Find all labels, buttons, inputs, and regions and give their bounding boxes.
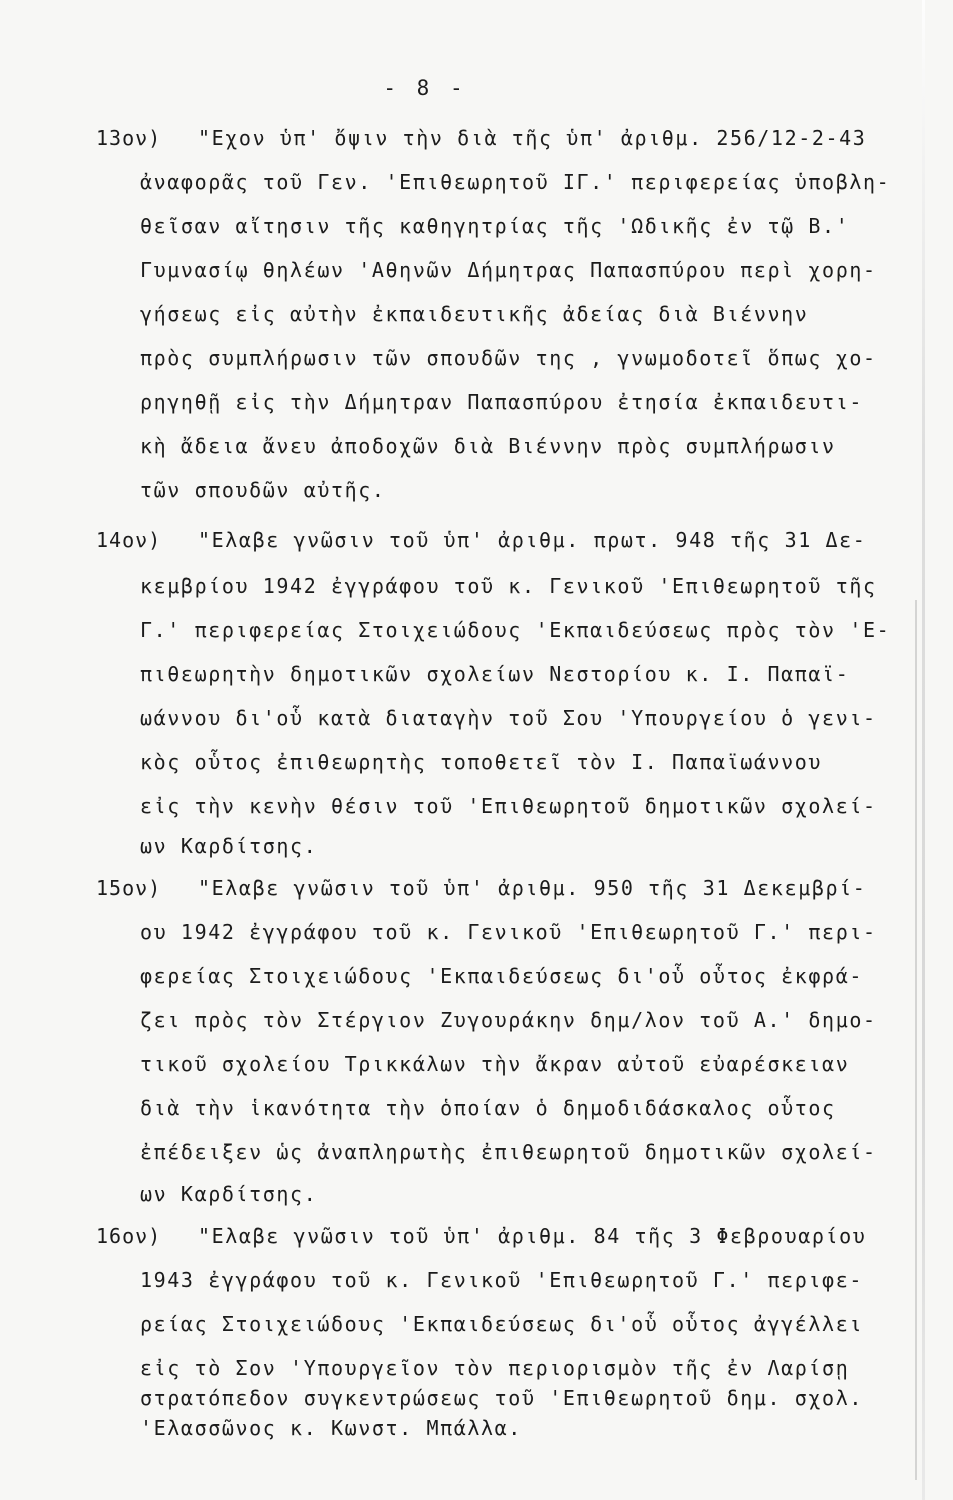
entry-16-line-1: "Ελαβε γνῶσιν τοῦ ὑπ' ἀριθμ. 84 τῆς 3 Φεβρουαρίου <box>198 1224 867 1248</box>
entry-13-line-4: Γυμνασίῳ θηλέων 'Αθηνῶν Δήμητρας Παπασπύρου περὶ χορη- <box>140 258 877 282</box>
binding-shadow-inner <box>915 600 917 1480</box>
entry-13-line-5: γήσεως εἰς αὐτὴν ἐκπαιδευτικῆς ἀδείας διὰ Βιέννην <box>140 302 809 326</box>
entry-16-line-3: ρείας Στοιχειώδους 'Εκπαιδεύσεως δι'οὗ οὗτος ἀγγέλλει <box>140 1312 863 1336</box>
entry-13-line-7: ρηγηθῇ εἰς τὴν Δήμητραν Παπασπύρου ἐτησία ἐκπαιδευτι- <box>140 390 863 414</box>
page-number: - 8 - <box>383 76 467 100</box>
entry-label-14: 14ον) <box>96 528 162 552</box>
binding-shadow <box>922 0 925 1500</box>
entry-15-line-3: φερείας Στοιχειώδους 'Εκπαιδεύσεως δι'οὗ οὗτος ἐκφρά- <box>140 964 863 988</box>
entry-13-line-9: τῶν σπουδῶν αὐτῆς. <box>140 478 386 502</box>
entry-14-line-7: εἰς τὴν κενὴν θέσιν τοῦ 'Επιθεωρητοῦ δημοτικῶν σχολεί- <box>140 794 877 818</box>
entry-14-line-1: "Ελαβε γνῶσιν τοῦ ὑπ' ἀριθμ. πρωτ. 948 τῆς 31 Δε- <box>198 528 867 552</box>
entry-13-line-2: ἀναφορᾶς τοῦ Γεν. 'Επιθεωρητοῦ ΙΓ.' περιφερείας ὑποβλη- <box>140 170 891 194</box>
entry-14-line-8: ων Καρδίτσης. <box>140 834 318 858</box>
entry-14-line-6: κὸς οὗτος ἐπιθεωρητὴς τοποθετεῖ τὸν Ι. Παπαϊωάννου <box>140 750 823 774</box>
entry-label-15: 15ον) <box>96 876 162 900</box>
entry-13-line-8: κὴ ἄδεια ἄνευ ἀποδοχῶν διὰ Βιέννην πρὸς συμπλήρωσιν <box>140 434 836 458</box>
entry-15-line-4: ζει πρὸς τὸν Στέργιον Ζυγουράκην δημ/λον τοῦ Α.' δημο- <box>140 1008 877 1032</box>
entry-16-line-5: στρατόπεδον συγκεντρώσεως τοῦ 'Επιθεωρητοῦ δημ. σχολ. <box>140 1386 863 1410</box>
entry-14-line-2: κεμβρίου 1942 ἐγγράφου τοῦ κ. Γενικοῦ 'Επιθεωρητοῦ τῆς <box>140 574 877 598</box>
entry-14-line-4: πιθεωρητὴν δημοτικῶν σχολείων Νεστορίου κ. Ι. Παπαϊ- <box>140 662 850 686</box>
entry-15-line-8: ων Καρδίτσης. <box>140 1182 318 1206</box>
entry-15-line-7: ἐπέδειξεν ὡς ἀναπληρωτὴς ἐπιθεωρητοῦ δημοτικῶν σχολεί- <box>140 1140 877 1164</box>
entry-13-line-6: πρὸς συμπλήρωσιν τῶν σπουδῶν της , γνωμοδοτεῖ ὅπως χο- <box>140 346 877 370</box>
entry-15-line-1: "Ελαβε γνῶσιν τοῦ ὑπ' ἀριθμ. 950 τῆς 31 Δεκεμβρί- <box>198 876 867 900</box>
entry-15-line-2: ου 1942 ἐγγράφου τοῦ κ. Γενικοῦ 'Επιθεωρητοῦ Γ.' περι- <box>140 920 877 944</box>
scan-edge-artifact <box>0 125 101 150</box>
entry-13-line-3: θεῖσαν αἴτησιν τῆς καθηγητρίας τῆς 'Ωδικῆς ἐν τῷ Β.' <box>140 214 850 238</box>
entry-14-line-3: Γ.' περιφερείας Στοιχειώδους 'Εκπαιδεύσεως πρὸς τὸν 'Ε- <box>140 618 891 642</box>
entry-16-line-4: εἰς τὸ Σον 'Υπουργεῖον τὸν περιορισμὸν τῆς ἐν Λαρίσῃ <box>140 1356 850 1380</box>
entry-15-line-5: τικοῦ σχολείου Τρικκάλων τὴν ἄκραν αὐτοῦ εὐαρέσκειαν <box>140 1052 850 1076</box>
entry-label-16: 16ον) <box>96 1224 162 1248</box>
entry-15-line-6: διὰ τὴν ἱκανότητα τὴν ὁποίαν ὁ δημοδιδάσκαλος οὗτος <box>140 1096 836 1120</box>
entry-label-13: 13ον) <box>96 126 162 150</box>
entry-14-line-5: ωάννου δι'οὗ κατὰ διαταγὴν τοῦ Σου 'Υπουργείου ὁ γενι- <box>140 706 877 730</box>
entry-16-line-6: 'Ελασσῶνος κ. Κωνστ. Μπάλλα. <box>140 1416 522 1440</box>
entry-13-line-1: "Εχον ὑπ' ὄψιν τὴν διὰ τῆς ὑπ' ἀριθμ. 256/12-2-43 <box>198 126 867 150</box>
entry-16-line-2: 1943 ἐγγράφου τοῦ κ. Γενικοῦ 'Επιθεωρητοῦ Γ.' περιφε- <box>140 1268 863 1292</box>
